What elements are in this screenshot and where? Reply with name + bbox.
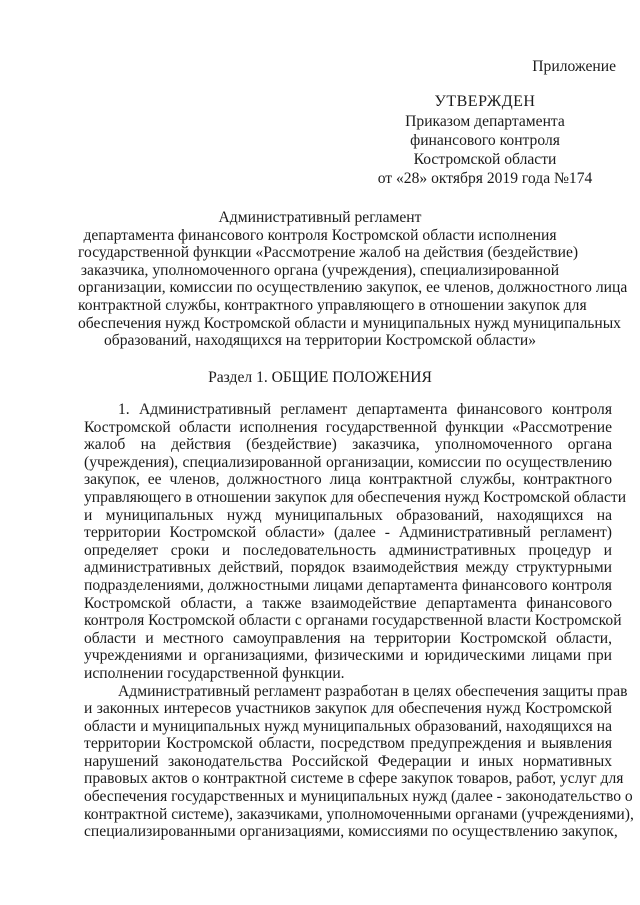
- paragraph-line: области и муниципальных нужд муниципальных образований, находящихся на: [84, 717, 612, 735]
- paragraph-line: управляющего в отношении закупок для обеспечения нужд Костромской области: [84, 488, 627, 506]
- approval-line: Приказом департамента: [405, 113, 565, 130]
- paragraph-line: исполнении государственной функции.: [84, 664, 345, 682]
- title-line: государственной функции «Рассмотрение жалоб на действия (бездействие): [78, 244, 579, 262]
- title-line: Административный регламент: [218, 209, 422, 226]
- paragraph-line: подразделениями, должностными лицами департамента финансового контроля: [84, 576, 612, 594]
- paragraph-line: определяет сроки и последовательность административных процедур и: [84, 541, 612, 559]
- paragraph-2: [84, 682, 634, 841]
- paragraph-line: (учреждения), специализированной организации, комиссии по осуществлению: [84, 453, 612, 471]
- title-line: контрактной службы, контрактного управляющего в отношении закупок для: [78, 296, 587, 314]
- regulation-title: [78, 209, 628, 350]
- paragraph-line: контрактной системе), заказчиками, уполномоченными органами (учреждениями),: [84, 805, 634, 823]
- paragraph-line: административных действий, порядок взаимодействия между структурными: [84, 559, 612, 577]
- body-text: [84, 401, 634, 841]
- paragraph-line: контроля Костромской области с органами государственной власти Костромской: [84, 612, 622, 630]
- paragraph-line: закупок, ее членов, должностного лица контрактной службы, контрактного: [84, 471, 612, 489]
- paragraph-line: Костромской области исполнения государственной функции «Рассмотрение: [84, 418, 612, 436]
- approved-heading: УТВЕРЖДЕН: [434, 93, 536, 110]
- paragraph-line: территории Костромской области, посредством предупреждения и выявления: [84, 735, 612, 753]
- paragraph-line: области и местного самоуправления на территории Костромской области,: [84, 629, 612, 647]
- title-line: организации, комиссии по осуществлению закупок, ее членов, должностного лица: [78, 279, 628, 297]
- paragraph-line: жалоб на действия (бездействие) заказчика, уполномоченного органа: [84, 436, 612, 454]
- paragraph-line: и муниципальных нужд муниципальных образований, находящихся на: [84, 506, 612, 524]
- approval-block: [370, 92, 600, 188]
- paragraph-line: и законных интересов участников закупок для обеспечения нужд Костромской: [84, 700, 612, 718]
- paragraph-line: нарушений законодательства Российской Федерации и иных нормативных: [84, 752, 612, 770]
- title-line: департамента финансового контроля Костромской области исполнения: [83, 226, 557, 244]
- paragraph-line: специализированными организациями, комиссиями по осуществлению закупок,: [84, 823, 618, 841]
- paragraph-line: Административный регламент разработан в целях обеспечения защиты прав: [118, 682, 628, 700]
- approval-line: финансового контроля: [410, 132, 560, 149]
- title-line: образований, находящихся на территории Костромской области»: [103, 332, 537, 350]
- title-line: обеспечения нужд Костромской области и муниципальных нужд муниципальных: [78, 314, 621, 332]
- appendix-label: Приложение: [532, 58, 616, 75]
- approval-line: Костромской области: [413, 151, 557, 168]
- paragraph-line: 1. Административный регламент департамента финансового контроля: [118, 401, 612, 418]
- paragraph-1: [84, 401, 627, 683]
- title-line: заказчика, уполномоченного органа (учреждения), специализированной: [80, 261, 560, 279]
- paragraph-line: территории Костромской области» (далее - Административный регламент): [84, 524, 612, 542]
- paragraph-line: обеспечения государственных и муниципальных нужд (далее - законодательство о: [84, 788, 633, 806]
- paragraph-line: Костромской области, а также взаимодействие департамента финансового: [84, 594, 612, 612]
- section-title: Раздел 1. ОБЩИЕ ПОЛОЖЕНИЯ: [208, 369, 432, 386]
- approval-line: от «28» октября 2019 года №174: [377, 170, 593, 187]
- paragraph-line: учреждениями и организациями, физическими и юридическими лицами при: [84, 647, 612, 665]
- paragraph-line: правовых актов о контрактной системе в сфере закупок товаров, работ, услуг для: [84, 770, 624, 788]
